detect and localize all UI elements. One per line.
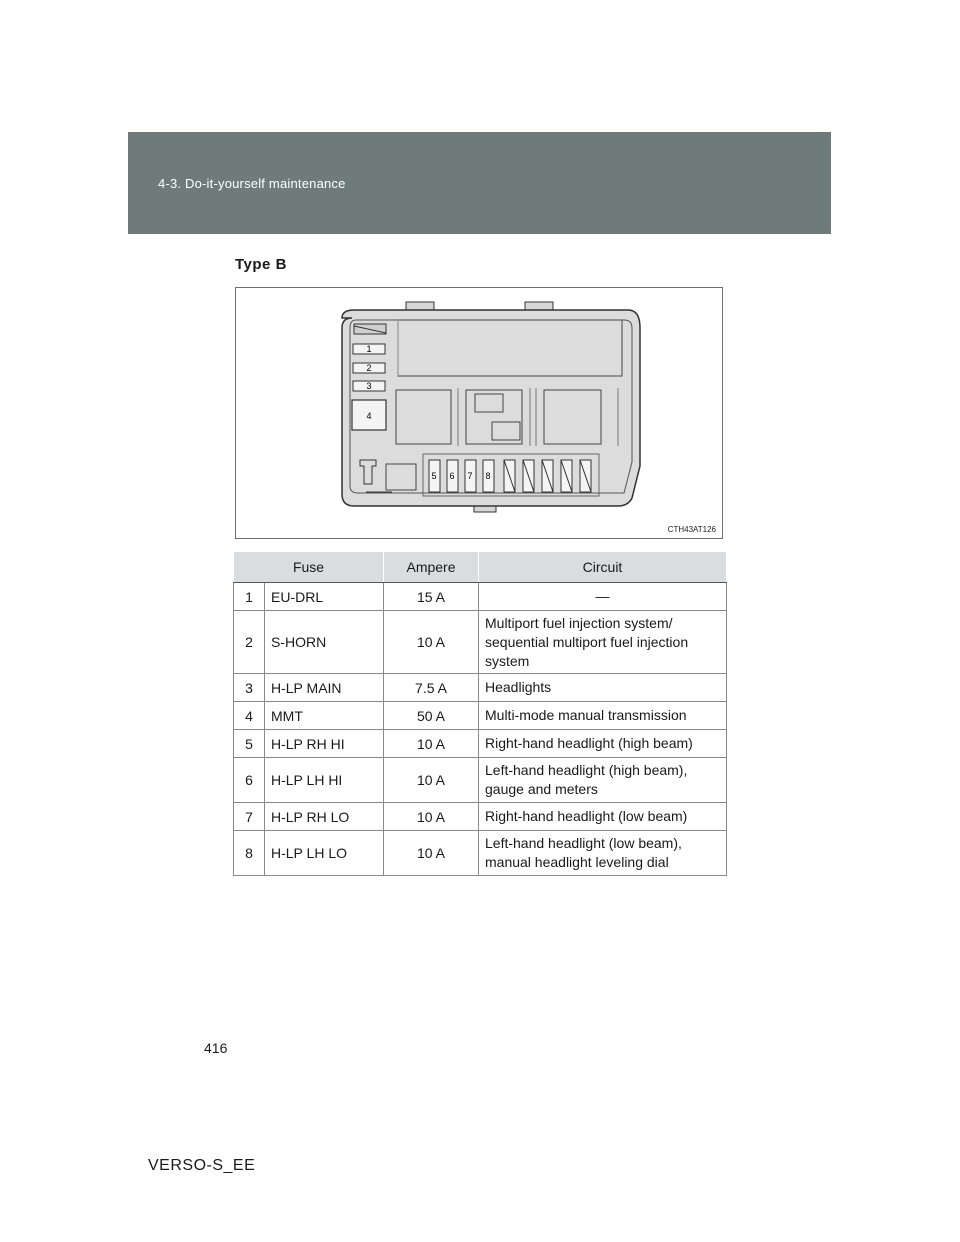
row-fuse: H-LP RH HI [265,730,384,758]
row-fuse: MMT [265,702,384,730]
row-fuse: EU-DRL [265,583,384,611]
row-circuit: Multiport fuel injection system/ sequential multiport fuel injection system [479,611,727,674]
row-number: 5 [234,730,265,758]
document-id: VERSO-S_EE [148,1157,256,1174]
fuse-label-3: 3 [366,381,372,391]
row-fuse: H-LP RH LO [265,803,384,831]
table-row [234,674,727,702]
fuse-label-8: 8 [485,471,491,481]
row-circuit: Left-hand headlight (high beam), gauge and meters [479,758,727,803]
section-header-band [128,132,831,234]
page-number: 416 [204,1040,228,1056]
relay-center-upper [475,394,503,412]
relay-left [396,390,451,444]
fuse-box-diagram [235,287,723,539]
row-ampere: 10 A [384,611,479,674]
row-ampere: 50 A [384,702,479,730]
table-row [234,831,727,876]
row-fuse: H-LP MAIN [265,674,384,702]
row-ampere: 15 A [384,583,479,611]
table-row [234,730,727,758]
table-row [234,803,727,831]
fuse-box-tab-left [406,302,434,310]
fuse-label-5: 5 [431,471,437,481]
row-circuit: Left-hand headlight (low beam), manual headlight leveling dial [479,831,727,876]
row-number: 6 [234,758,265,803]
fuse-label-4: 4 [366,411,372,421]
table-row [234,702,727,730]
row-circuit: — [479,583,727,611]
fuse-label-6: 6 [449,471,455,481]
table-row [234,758,727,803]
fuse-label-7: 7 [467,471,473,481]
header-ampere: Ampere [384,552,479,583]
fuse-box-top-area [398,320,622,376]
fuse-table [233,552,727,876]
row-number: 2 [234,611,265,674]
relay-center-lower [492,422,520,440]
table-row [234,583,727,611]
type-label: Type B [235,256,287,273]
row-circuit: Headlights [479,674,727,702]
row-circuit: Right-hand headlight (high beam) [479,730,727,758]
row-number: 3 [234,674,265,702]
header-circuit: Circuit [479,552,727,583]
row-ampere: 10 A [384,831,479,876]
bottom-relay [386,464,416,490]
section-title: 4-3. Do-it-yourself maintenance [158,176,346,191]
row-fuse: S-HORN [265,611,384,674]
fuse-label-2: 2 [366,363,372,373]
row-ampere: 10 A [384,730,479,758]
table-row [234,611,727,674]
relay-right [544,390,601,444]
row-number: 7 [234,803,265,831]
fuse-box-tab-right [525,302,553,310]
fuse-label-1: 1 [366,344,372,354]
header-fuse: Fuse [234,552,384,583]
fuse-box-illustration [236,288,722,538]
table-header-row [234,552,727,583]
row-number: 1 [234,583,265,611]
row-fuse: H-LP LH LO [265,831,384,876]
row-ampere: 7.5 A [384,674,479,702]
row-number: 4 [234,702,265,730]
row-ampere: 10 A [384,803,479,831]
row-fuse: H-LP LH HI [265,758,384,803]
row-circuit: Right-hand headlight (low beam) [479,803,727,831]
row-number: 8 [234,831,265,876]
row-circuit: Multi-mode manual transmission [479,702,727,730]
figure-code: CTH43AT126 [667,525,716,534]
row-ampere: 10 A [384,758,479,803]
